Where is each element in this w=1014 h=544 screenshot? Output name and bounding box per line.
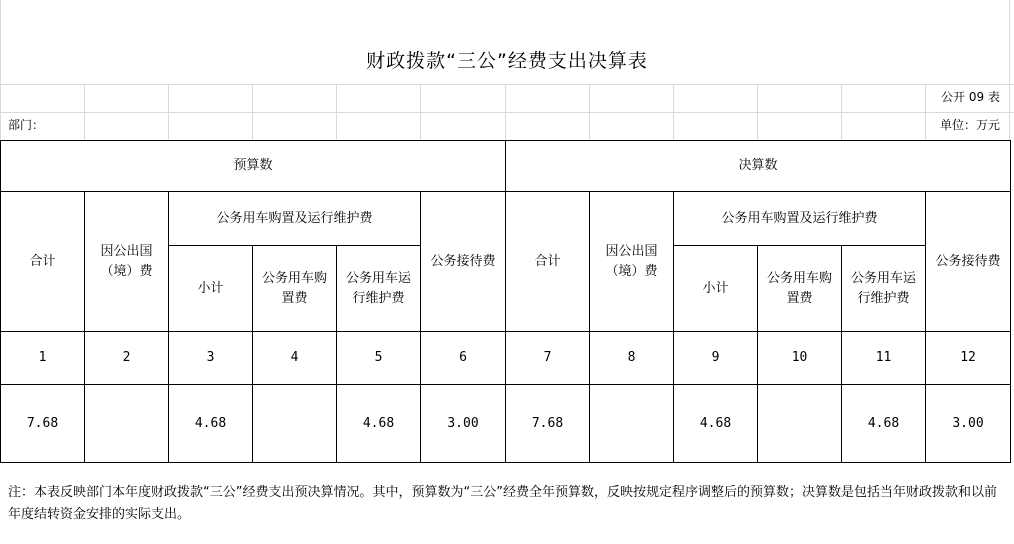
final-vehicle-purchase-header[interactable]: 公务用车购置费 bbox=[758, 246, 842, 332]
budget-subtotal-header[interactable]: 小计 bbox=[169, 246, 253, 332]
budget-total-value[interactable]: 7.68 bbox=[1, 385, 85, 463]
budget-subtotal-value[interactable]: 4.68 bbox=[169, 385, 253, 463]
final-vehicle-maint-header[interactable]: 公务用车运行维护费 bbox=[842, 246, 926, 332]
col-number-cell[interactable]: 12 bbox=[926, 332, 1011, 385]
header-row-1 bbox=[1, 141, 1011, 192]
budget-vehicle-purchase-header[interactable]: 公务用车购置费 bbox=[253, 246, 337, 332]
expenditure-table bbox=[0, 140, 1011, 463]
col-number-cell[interactable]: 2 bbox=[85, 332, 169, 385]
value-row bbox=[1, 385, 1011, 463]
budget-vehicle-maint-value[interactable]: 4.68 bbox=[337, 385, 421, 463]
col-number-cell[interactable]: 11 bbox=[842, 332, 926, 385]
final-subtotal-value[interactable]: 4.68 bbox=[674, 385, 758, 463]
budget-total-header[interactable]: 合计 bbox=[1, 192, 85, 332]
final-vehicle-maint-value[interactable]: 4.68 bbox=[842, 385, 926, 463]
budget-header[interactable]: 预算数 bbox=[1, 141, 506, 192]
final-vehicle-header[interactable]: 公务用车购置及运行维护费 bbox=[674, 192, 926, 246]
col-number-cell[interactable]: 9 bbox=[674, 332, 758, 385]
col-number-cell[interactable]: 10 bbox=[758, 332, 842, 385]
final-total-value[interactable]: 7.68 bbox=[506, 385, 590, 463]
col-number-cell[interactable]: 1 bbox=[1, 332, 85, 385]
budget-reception-value[interactable]: 3.00 bbox=[421, 385, 506, 463]
col-number-cell[interactable]: 4 bbox=[253, 332, 337, 385]
column-number-row bbox=[1, 332, 1011, 385]
final-abroad-header[interactable]: 因公出国（境）费 bbox=[590, 192, 674, 332]
final-subtotal-header[interactable]: 小计 bbox=[674, 246, 758, 332]
col-number-cell[interactable]: 3 bbox=[169, 332, 253, 385]
final-abroad-value[interactable] bbox=[590, 385, 674, 463]
unit-label: 单位：万元 bbox=[939, 118, 1000, 132]
final-reception-value[interactable]: 3.00 bbox=[926, 385, 1011, 463]
header-row-2 bbox=[1, 192, 1011, 246]
final-header[interactable]: 决算数 bbox=[506, 141, 1011, 192]
col-number-cell[interactable]: 8 bbox=[590, 332, 674, 385]
final-total-header[interactable]: 合计 bbox=[506, 192, 590, 332]
budget-abroad-header[interactable]: 因公出国（境）费 bbox=[85, 192, 169, 332]
budget-reception-header[interactable]: 公务接待费 bbox=[421, 192, 506, 332]
footnote: 注：本表反映部门本年度财政拨款“三公”经费支出预决算情况。其中，预算数为“三公”经费全年预算数，反映按规定程序调整后的预算数；决算数是包括当年财政拨款和以前年度结转资金安排的实际支出。 bbox=[8, 485, 997, 522]
budget-vehicle-maint-header[interactable]: 公务用车运行维护费 bbox=[337, 246, 421, 332]
page-title: 财政拨款“三公”经费支出决算表 bbox=[366, 50, 648, 72]
col-number-cell[interactable]: 7 bbox=[506, 332, 590, 385]
col-number-cell[interactable]: 5 bbox=[337, 332, 421, 385]
department-label: 部门： bbox=[8, 118, 45, 132]
budget-vehicle-header[interactable]: 公务用车购置及运行维护费 bbox=[169, 192, 421, 246]
final-reception-header[interactable]: 公务接待费 bbox=[926, 192, 1011, 332]
budget-vehicle-purchase-value[interactable] bbox=[253, 385, 337, 463]
final-vehicle-purchase-value[interactable] bbox=[758, 385, 842, 463]
form-number: 公开 09 表 bbox=[941, 90, 1000, 104]
col-number-cell[interactable]: 6 bbox=[421, 332, 506, 385]
budget-abroad-value[interactable] bbox=[85, 385, 169, 463]
